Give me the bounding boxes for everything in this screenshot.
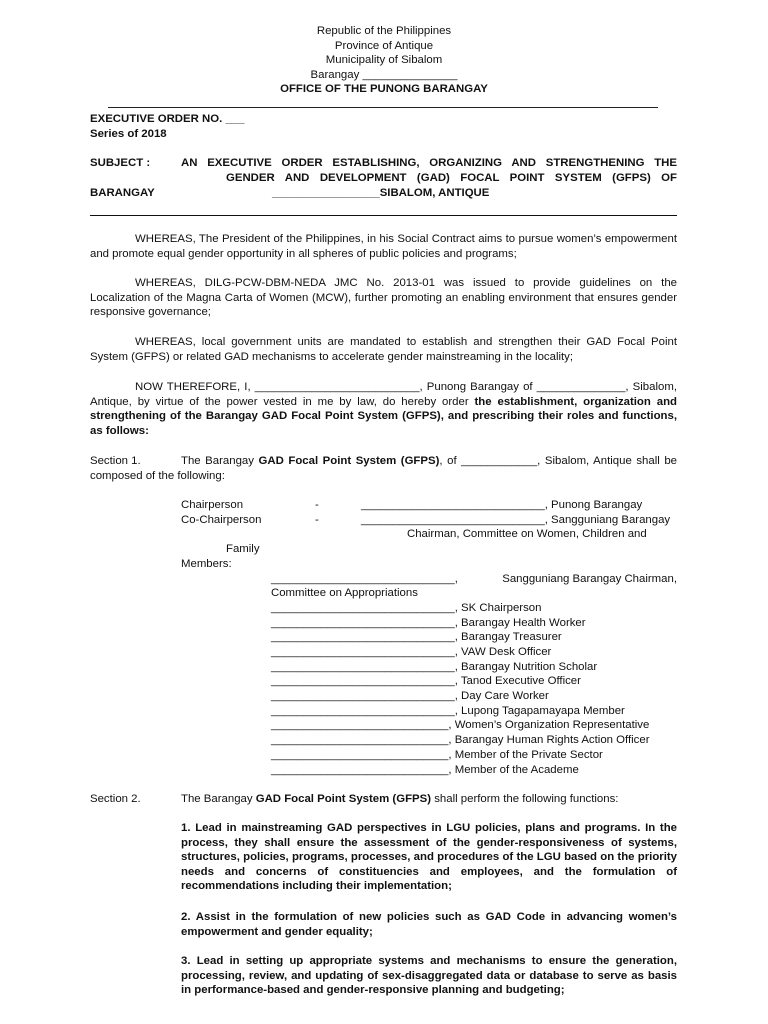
member-line: _____________________________, Day Care Worker: [271, 690, 549, 702]
section-1-label: Section 1.: [90, 455, 141, 467]
now-therefore-bold: the establishment, organization and strengthening of the Barangay GAD Focal Point System (GFPS), and prescribing their roles and functions, as follows:: [90, 395, 677, 437]
member-first-role-cont: Committee on Appropriations: [271, 587, 418, 599]
header-divider: [108, 107, 658, 108]
section-1-bold: GAD Focal Point System (GFPS): [258, 455, 440, 467]
member-line: _____________________________, SK Chairperson: [271, 602, 542, 614]
subject-line-2: GENDER AND DEVELOPMENT (GAD) FOCAL POINT SYSTEM (GFPS) OF: [226, 172, 677, 184]
section-2-text: [181, 792, 618, 807]
member-line: _____________________________, Lupong Tagapamayapa Member: [271, 705, 625, 717]
header-municipality: Municipality of Sibalom: [325, 54, 443, 67]
member-line: _____________________________, Barangay Health Worker: [271, 617, 586, 629]
member-first-blank: _____________________________,: [271, 573, 458, 585]
subject-label: SUBJECT :: [90, 157, 151, 169]
subject-line-3b: _________________SIBALOM, ANTIQUE: [272, 187, 490, 199]
function-item-2: 2. Assist in the formulation of new policies such as GAD Code in advancing women’s empowerment and gender equality;: [181, 911, 677, 938]
now-therefore: [90, 380, 677, 438]
member-line: _____________________________, VAW Desk Officer: [271, 646, 552, 658]
chairperson-label: Chairperson: [181, 499, 244, 511]
cochairperson-label: Co-Chairperson: [181, 514, 262, 526]
header-barangay: Barangay _______________: [310, 68, 458, 81]
member-line: _____________________________, Tanod Executive Officer: [271, 675, 581, 687]
section-2-label: Section 2.: [90, 793, 141, 805]
whereas-1: WHEREAS, The President of the Philippines, in his Social Contract aims to pursue women’s empowerment and promote equal gender opportunity in all spheres of public policies and programs;: [90, 233, 677, 260]
family-word: Family: [226, 543, 260, 555]
subject-line-3a: BARANGAY: [90, 187, 155, 199]
section-1-pre: The Barangay: [181, 455, 259, 467]
cochairperson-value: _____________________________, Sangguniang Barangay: [361, 514, 671, 526]
section-2-pre: The Barangay: [181, 793, 256, 805]
executive-order-number: EXECUTIVE ORDER NO. ___: [90, 113, 245, 125]
section-2-bold: GAD Focal Point System (GFPS): [255, 793, 432, 805]
whereas-3: WHEREAS, local government units are mandated to establish and strengthen their GAD Focal Point System (GFPS) or related GAD mechanisms to accelerate gender mainstreaming in the locality;: [90, 336, 677, 363]
member-line: _____________________________, Barangay Nutrition Scholar: [271, 661, 598, 673]
now-therefore-text: NOW THEREFORE, I, __________________________, Punong Barangay of ______________, Sibalom, Antique, by virtue of the power vested in me by law, do hereby order: [90, 381, 677, 408]
chairperson-value: _____________________________, Punong Barangay: [361, 499, 643, 511]
function-item-1: 1. Lead in mainstreaming GAD perspectives in LGU policies, plans and programs. In the process, they shall ensure the assessment of the gender-responsiveness of systems, structures, policies, programs, processes, and procedures of the LGU based on the priority needs and concerns of constituencies and employees, and the formulation of recommendations including their implementation;: [181, 822, 677, 893]
cochairperson-continued: Chairman, Committee on Women, Children and: [407, 528, 647, 540]
member-first-role: Sangguniang Barangay Chairman,: [502, 573, 677, 585]
section-1-post: , of ____________, Sibalom, Antique shall be composed of the following:: [90, 455, 677, 482]
section-2-post: shall perform the following functions:: [431, 793, 619, 805]
subject-line-1: AN EXECUTIVE ORDER ESTABLISHING, ORGANIZING AND STRENGTHENING THE: [181, 157, 677, 169]
member-line: ____________________________, Barangay Human Rights Action Officer: [271, 734, 650, 746]
section-1-text: [90, 454, 677, 483]
function-item-3: 3. Lead in setting up appropriate systems and mechanisms to ensure the generation, processing, review, and updating of sex-disaggregated data or database to serve as basis in performance-based and gender-responsive planning and budgeting;: [181, 955, 677, 997]
header-office: OFFICE OF THE PUNONG BARANGAY: [280, 83, 488, 96]
header-republic: Republic of the Philippines: [316, 25, 452, 37]
whereas-2: WHEREAS, DILG-PCW-DBM-NEDA JMC No. 2013-01 was issued to provide guidelines on the Localization of the Magna Carta of Women (MCW), further promoting an enabling environment that ensures gender responsive governance;: [90, 277, 677, 319]
cochairperson-dash: -: [315, 514, 319, 526]
member-line: ____________________________, Women’s Organization Representative: [271, 719, 650, 731]
member-line: ____________________________, Member of the Academe: [271, 764, 579, 776]
header-province: Province of Antique: [334, 39, 434, 52]
member-line: ____________________________, Member of the Private Sector: [271, 749, 603, 761]
members-label: Members:: [181, 558, 232, 570]
subject-divider: [90, 215, 677, 216]
member-line: _____________________________, Barangay Treasurer: [271, 631, 562, 643]
letterhead: [0, 24, 768, 97]
executive-order-series: Series of 2018: [90, 128, 167, 140]
chairperson-dash: -: [315, 499, 319, 511]
